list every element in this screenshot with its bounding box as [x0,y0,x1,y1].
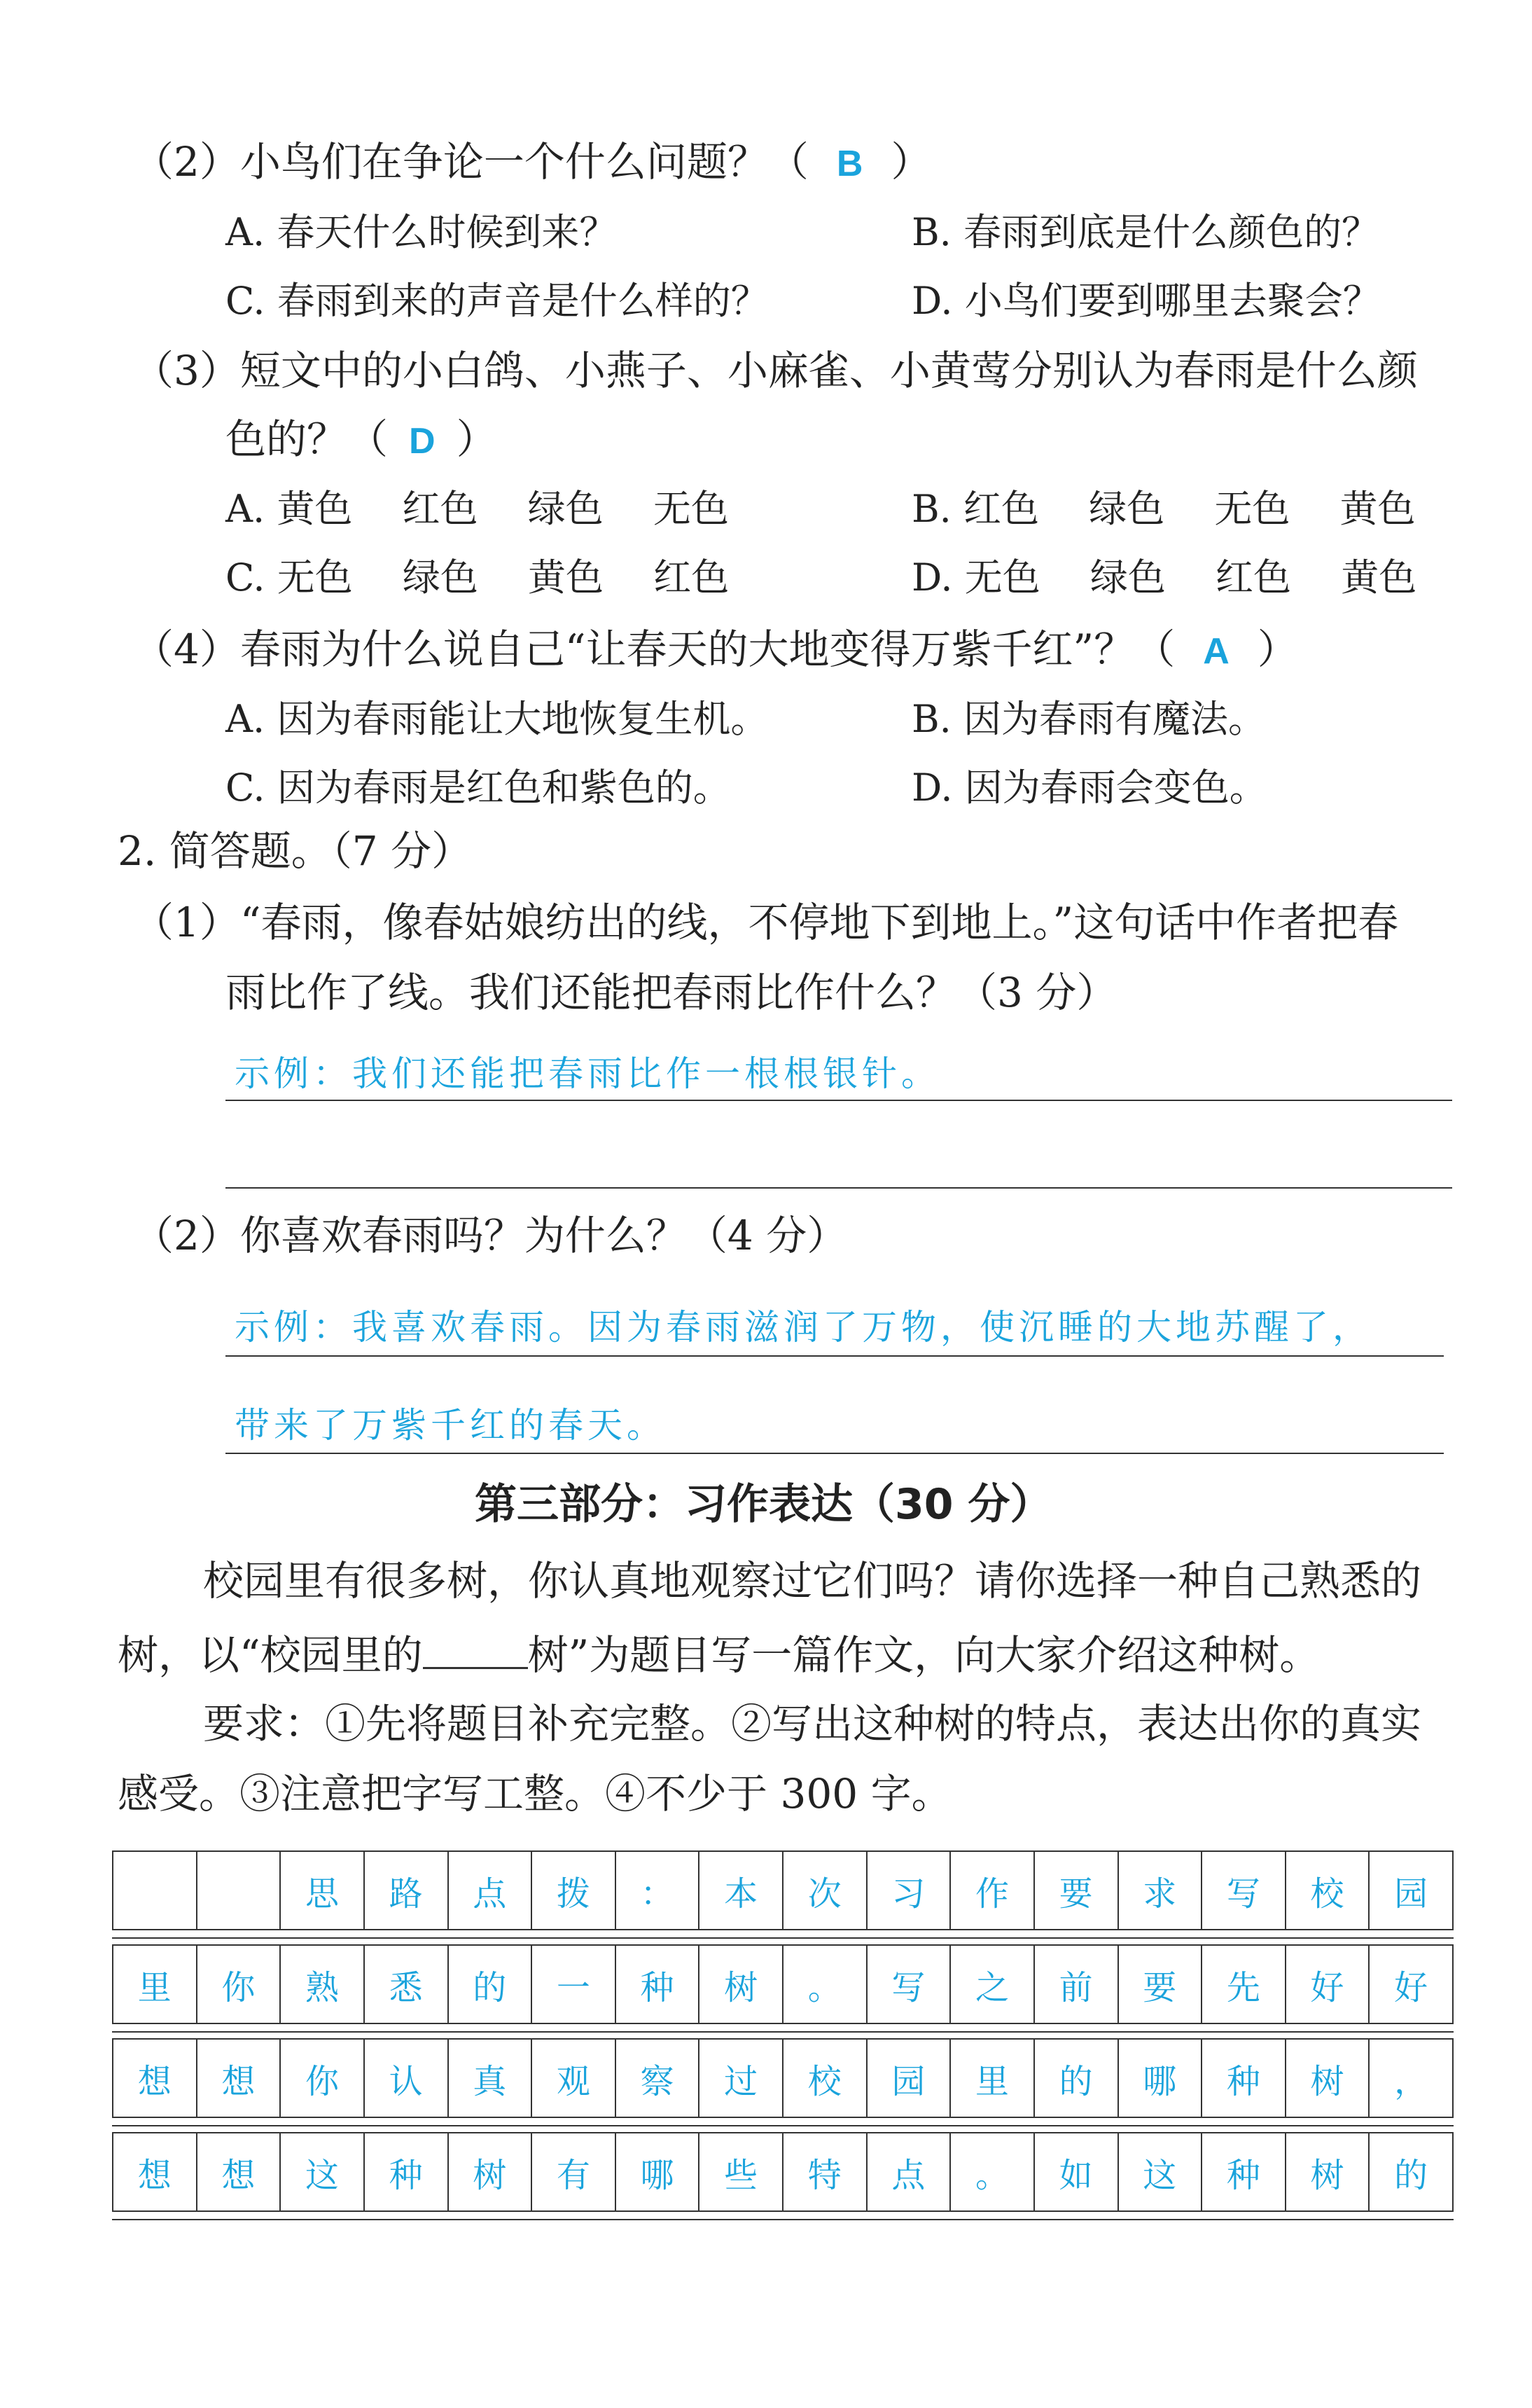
question-text: 春雨为什么说自己“让春天的大地变得万紫千红”？（ [239,625,1176,673]
question-number: （2） [133,138,240,186]
grid-cell: 。 [951,2133,1035,2210]
grid-cell: ： [616,1852,700,1929]
grid-row [112,1944,1454,2024]
grid-cell: 悉 [365,1946,449,2023]
grid-cell: 些 [699,2133,784,2210]
grid-cell: 校 [784,2040,868,2117]
grid-cell: 这 [1119,2133,1203,2210]
grid-cell: 想 [113,2040,197,2117]
grid-cell: 点 [449,1852,533,1929]
grid-cell: 种 [1202,2040,1286,2117]
grid-cell: 哪 [616,2133,700,2210]
question-text: 色的？（ [225,415,389,463]
option-a: A. 春天什么时候到来？ [225,210,618,254]
option-d: D. 因为春雨会变色。 [912,766,1267,810]
question-number: （1） [133,899,240,946]
grid-cell: 里 [113,1946,197,2023]
option-a: A. 黄色 红色 绿色 无色 [225,487,729,531]
grid-cell: 特 [784,2133,868,2210]
grid-cell: 拨 [532,1852,616,1929]
grid-cell: 想 [197,2133,281,2210]
answer-text: 示例：我们还能把春雨比作一根根银针。 [235,1053,940,1094]
short-question-2 [133,1212,848,1259]
grid-cell: 思 [281,1852,365,1929]
prompt-line [118,1631,1321,1679]
title-blank [423,1632,528,1669]
section-title: 2. 简答题。（7 分） [118,827,473,875]
grid-cell: 树 [1286,2040,1370,2117]
question-3-line2 [225,415,497,463]
option-c: C. 因为春雨是红色和紫色的。 [225,766,731,810]
answer-mark: A [1203,631,1230,672]
grid-cell: 园 [1394,1874,1428,1914]
grid-cell: 认 [365,2040,449,2117]
answer-mark: B [836,144,863,184]
question-text: 小鸟们在争论一个什么问题？（ [239,138,809,186]
grid-separator [112,1937,1454,1939]
option-b: B. 因为春雨有魔法。 [912,697,1267,741]
grid-row [112,2038,1454,2118]
grid-cell: 的 [1035,2040,1119,2117]
grid-cell: 里 [951,2040,1035,2117]
grid-cell: 先 [1202,1946,1286,2023]
question-2 [133,138,932,186]
requirement-line: 感受。③注意把字写工整。④不少于 300 字。 [118,1770,952,1818]
question-text: 你喜欢春雨吗？为什么？（4 分） [239,1212,848,1259]
answer-line [225,1355,1444,1357]
paren-close: ） [1257,625,1298,673]
grid-cell: ， [1394,2061,1428,2101]
grid-cell: 真 [449,2040,533,2117]
grid-cell: 种 [1202,2133,1286,2210]
answer-line [225,1100,1452,1101]
answer-mark: D [409,421,436,462]
grid-cell: 点 [868,2133,952,2210]
grid-cell: 过 [699,2040,784,2117]
prompt-text: 树”为题目写一篇作文，向大家介绍这种树。 [527,1631,1321,1679]
grid-cell: 这 [281,2133,365,2210]
grid-cell: 的 [1394,2155,1428,2195]
grid-cell: 之 [951,1946,1035,2023]
composition-grid [112,1850,1454,2239]
answer-text: 示例：我喜欢春雨。因为春雨滋润了万物，使沉睡的大地苏醒了， [235,1307,1372,1348]
grid-row [112,1850,1454,1930]
question-4 [133,625,1298,673]
question-text: 短文中的小白鸽、小燕子、小麻雀、小黄莺分别认为春雨是什么颜 [239,347,1418,394]
grid-separator [112,2031,1454,2033]
grid-cell: 。 [784,1946,868,2023]
option-c: C. 无色 绿色 黄色 红色 [225,555,730,600]
option-c: C. 春雨到来的声音是什么样的？ [225,279,769,323]
short-question-1-line2: 雨比作了线。我们还能把春雨比作什么？（3 分） [225,969,1117,1016]
grid-cell: 习 [868,1852,952,1929]
grid-separator [112,2125,1454,2126]
question-text: “春雨，像春姑娘纺出的线，不停地下到地上。”这句话中作者把春 [239,899,1399,946]
grid-cell [113,1852,197,1929]
grid-cell: 树 [699,1946,784,2023]
answer-line [225,1187,1452,1189]
grid-cell: 你 [281,2040,365,2117]
question-3 [133,347,1418,394]
paren-close: ） [456,415,497,463]
grid-cell: 树 [449,2133,533,2210]
grid-cell: 前 [1035,1946,1119,2023]
option-a: A. 因为春雨能让大地恢复生机。 [225,697,769,741]
grid-cell: 写 [1202,1852,1286,1929]
grid-cell: 的 [449,1946,533,2023]
short-question-1 [133,899,1399,946]
grid-cell: 种 [616,1946,700,2023]
grid-cell: 路 [365,1852,449,1929]
grid-cell: 想 [113,2133,197,2210]
grid-cell: 种 [365,2133,449,2210]
grid-cell: 好 [1394,1967,1428,2007]
grid-cell: 哪 [1119,2040,1203,2117]
grid-cell: 校 [1286,1852,1370,1929]
prompt-line: 校园里有很多树，你认真地观察过它们吗？请你选择一种自己熟悉的 [203,1557,1422,1605]
grid-cell: 想 [197,2040,281,2117]
grid-row [112,2132,1454,2212]
grid-cell: 要 [1119,1946,1203,2023]
grid-cell: 有 [532,2133,616,2210]
grid-cell: 如 [1035,2133,1119,2210]
question-number: （2） [133,1212,240,1259]
option-d: D. 小鸟们要到哪里去聚会？ [912,279,1381,323]
question-number: （4） [133,625,240,673]
option-b: B. 红色 绿色 无色 黄色 [912,487,1416,531]
grid-separator [112,2219,1454,2220]
requirement-line: 要求：①先将题目补充完整。②写出这种树的特点，表达出你的真实 [203,1700,1422,1748]
grid-cell: 察 [616,2040,700,2117]
grid-cell: 求 [1119,1852,1203,1929]
answer-line [225,1453,1444,1454]
option-b: B. 春雨到底是什么颜色的？ [912,210,1380,254]
grid-cell: 园 [868,2040,952,2117]
part-title: 第三部分：习作表达（30 分） [475,1480,1052,1529]
answer-text: 带来了万紫千红的春天。 [235,1405,666,1446]
grid-cell: 观 [532,2040,616,2117]
question-number: （3） [133,347,240,394]
grid-cell: 你 [197,1946,281,2023]
grid-cell: 要 [1035,1852,1119,1929]
paren-close: ） [891,138,932,186]
grid-cell: 熟 [281,1946,365,2023]
prompt-text: 树，以“校园里的 [118,1631,423,1679]
grid-cell [197,1852,281,1929]
option-d: D. 无色 绿色 红色 黄色 [912,555,1417,600]
grid-cell: 写 [868,1946,952,2023]
grid-cell: 次 [784,1852,868,1929]
grid-cell: 作 [951,1852,1035,1929]
grid-cell: 树 [1286,2133,1370,2210]
grid-cell: 本 [699,1852,784,1929]
grid-cell: 一 [532,1946,616,2023]
grid-cell: 好 [1286,1946,1370,2023]
